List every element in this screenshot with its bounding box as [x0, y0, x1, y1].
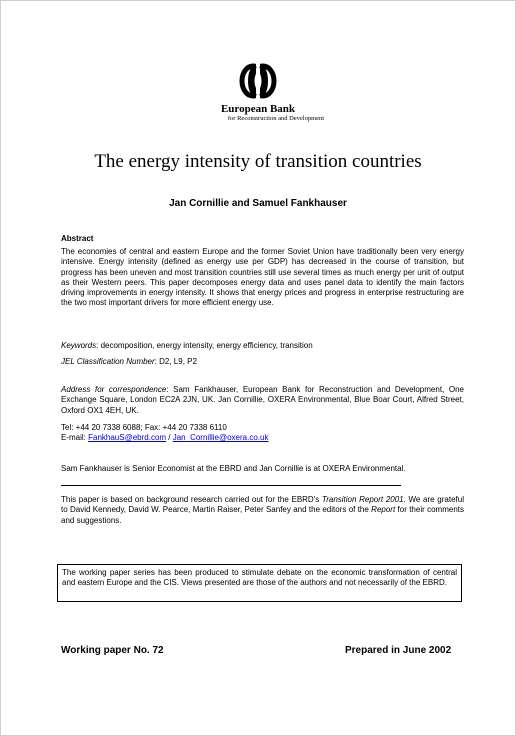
paper-authors: Jan Cornillie and Samuel Fankhauser	[169, 198, 347, 209]
ack-italic-report: Report	[371, 505, 396, 515]
ack-part1: This paper is based on background research carried out for the EBRD's	[61, 495, 322, 504]
paper-title: The energy intensity of transition countries	[94, 151, 422, 172]
abstract-text: The economies of central and eastern Europe and the former Soviet Union have traditionally been very energy intensive. Energy intensity (defined as energy use per GDP) has decreased in the course of transition, but progress has been uneven and most transition countries still use several times as much energy per unit of output as their Western peers. This paper decomposes energy data and uses panel data to identify the main factors driving improvements in energy intensity. It shows that energy prices and progress in enterprise restructuring are the two most important drivers for more efficient energy use.	[61, 247, 464, 308]
bank-name: European Bank	[220, 103, 296, 115]
series-disclaimer-box: The working paper series has been produced to stimulate debate on the economic transformation of central and eastern Europe and the CIS. Views presented are those of the authors and not necessarily of the EBRD.	[57, 564, 462, 602]
email-separator: /	[166, 433, 173, 443]
separator-rule	[61, 485, 401, 486]
author-positions-note: Sam Fankhauser is Senior Economist at the EBRD and Jan Cornillie is at OXERA Environmental.	[61, 464, 406, 473]
address-line	[61, 385, 464, 416]
address-block	[61, 385, 464, 443]
email-link-fankhauser[interactable]: FankhauS@ebrd.com	[88, 433, 167, 443]
acknowledgement	[61, 495, 464, 526]
keywords-block	[61, 341, 464, 368]
jel-value: : D2, L9, P2	[154, 357, 197, 367]
email-prefix: E-mail:	[61, 433, 89, 443]
keywords-value: : decomposition, energy intensity, energy efficiency, transition	[96, 341, 313, 350]
ebrd-logo-icon	[238, 61, 278, 101]
working-paper-number: Working paper No. 72	[61, 645, 164, 656]
jel-label: JEL Classification Number	[61, 357, 155, 367]
jel-line	[61, 357, 464, 367]
bank-subtitle: for Reconstruction and Development	[227, 115, 325, 122]
abstract-heading: Abstract	[61, 234, 94, 243]
email-link-cornillie[interactable]: Jan_Cornillie@oxera.co.uk	[172, 433, 269, 443]
keywords-line	[61, 341, 464, 351]
prepared-date: Prepared in June 2002	[345, 645, 452, 656]
address-label: Address for correspondence	[61, 385, 167, 394]
email-line	[61, 433, 464, 443]
telephone-line: Tel: +44 20 7338 6088; Fax: +44 20 7338 6110	[61, 422, 227, 432]
ack-part3: for their comments and suggestions.	[61, 505, 464, 525]
keywords-label: Keywords	[61, 341, 97, 350]
ack-part2: . We are grateful to David Kennedy, David W. Pearce, Martin Raiser, Peter Sanfey and the editors of the	[61, 495, 464, 515]
ebrd-header	[1, 61, 515, 123]
address-value: : Sam Fankhauser, European Bank for Reconstruction and Development, One Exchange Square, London EC2A 2JN, UK. Jan Cornillie, OXERA Environmental, Blue Boar Court, Alfred Street, Oxford OX1 4EH, UK.	[61, 385, 465, 415]
ack-italic-transition-report: Transition Report 2001	[321, 495, 404, 504]
